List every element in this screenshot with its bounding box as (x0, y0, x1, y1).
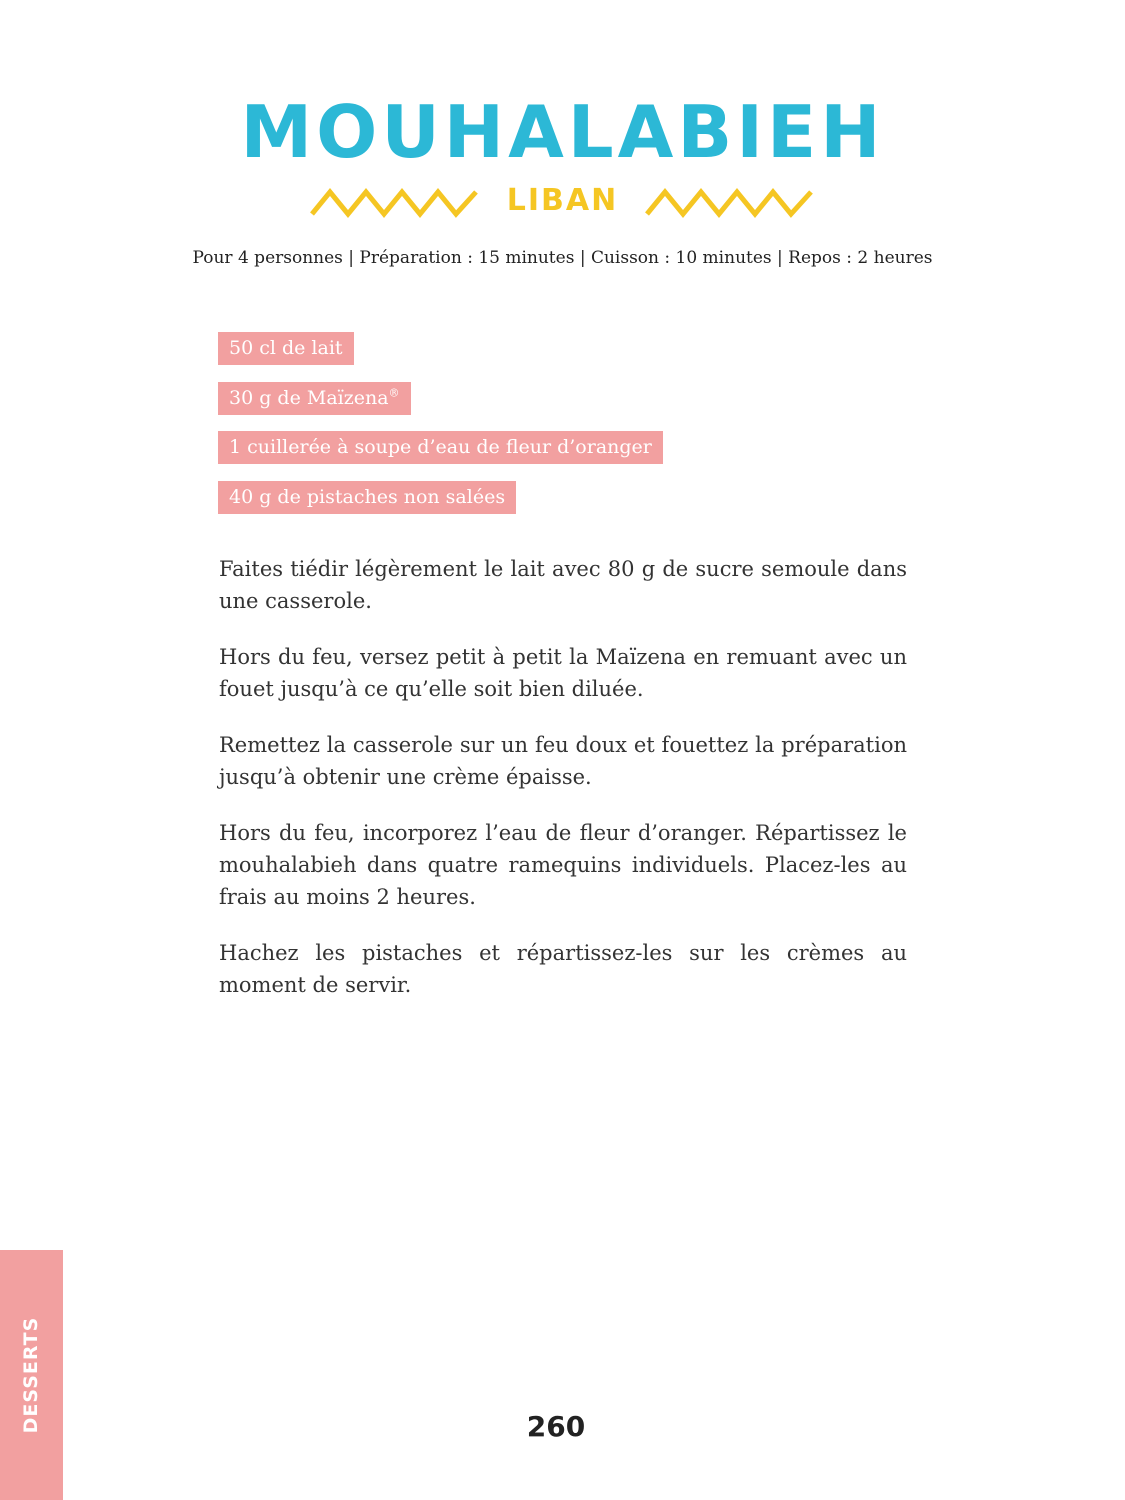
instruction-steps (219, 553, 907, 1025)
instruction-step: Hachez les pistaches et répartissez-les sur les crèmes au moment de servir. (219, 941, 907, 997)
recipe-meta: Pour 4 personnes | Préparation : 15 minutes | Cuisson : 10 minutes | Repos : 2 heures (192, 248, 933, 268)
ingredient-text: 30 g de Maïzena (229, 386, 389, 409)
instruction-step: Faites tiédir légèrement le lait avec 80 g de sucre semoule dans une casserole. (219, 557, 907, 613)
ingredient-text: 1 cuillerée à soupe d’eau de fleur d’oranger (229, 436, 652, 458)
section-tab (0, 1250, 63, 1500)
ingredient-item (218, 332, 354, 365)
ingredient-item (218, 431, 663, 464)
right-zigzag-ornament (645, 186, 813, 218)
country-banner (0, 178, 1125, 224)
ingredient-text: 40 g de pistaches non salées (229, 485, 506, 508)
registered-mark: ® (388, 386, 400, 400)
instruction-step: Hors du feu, versez petit à petit la Maïzena en remuant avec un fouet jusqu’à ce qu’elle soit bien diluée. (219, 645, 907, 701)
recipe-title: MOUHALABIEH (240, 90, 885, 174)
page-number: 260 (526, 1410, 586, 1443)
instruction-step: Hors du feu, incorporez l’eau de fleur d’oranger. Répartissez le mouhalabieh dans quatre ramequins individuels. Placez-les au frais au moins 2 heures. (219, 821, 907, 909)
country-label: LIBAN (506, 183, 619, 218)
left-zigzag-ornament (310, 186, 478, 218)
ingredient-text: 50 cl de lait (229, 337, 343, 359)
section-tab-label: DESSERTS (20, 1316, 42, 1434)
ingredient-item (218, 481, 516, 514)
instruction-step: Remettez la casserole sur un feu doux et fouettez la préparation jusqu’à obtenir une crème épaisse. (219, 733, 907, 789)
ingredient-list (218, 332, 663, 530)
ingredient-item (218, 382, 411, 415)
